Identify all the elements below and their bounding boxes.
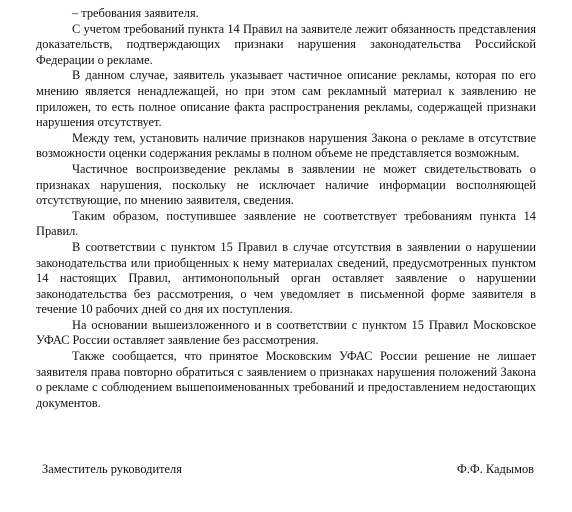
paragraph-impossible-assessment: Между тем, установить наличие признаков нарушения Закона о рекламе в отсутствие возможности оценки содержания рекламы в полном объеме не представляется возможным. [36, 130, 536, 161]
paragraph-partial-reproduction: Частичное воспроизведение рекламы в заявлении не может свидетельствовать о признаках нарушения, поскольку не исключает наличие информации восполняющей отсутствующие, по мнению заявителя, сведения. [36, 161, 536, 208]
signatory-position: Заместитель руководителя [42, 462, 182, 476]
document-body [36, 6, 536, 411]
signature-block [42, 461, 534, 477]
paragraph-requirements: – требования заявителя. [72, 6, 199, 20]
signatory-name: Ф.Ф. Кадымов [457, 462, 534, 476]
paragraph-notice: Также сообщается, что принятое Московским УФАС России решение не лишает заявителя права повторно обратиться с заявлением о признаках нарушения положений Закона о рекламе с соблюдением вышепоименованных требований и предоставлением недостающих документов. [36, 349, 536, 410]
paragraph-conclusion: Таким образом, поступившее заявление не соответствует требованиям пункта 14 Правил. [36, 208, 536, 239]
paragraph-decision: На основании вышеизложенного и в соответствии с пунктом 15 Правил Московское УФАС России оставляет заявление без рассмотрения. [36, 317, 536, 348]
paragraph-rule-15: В соответствии с пунктом 15 Правил в случае отсутствия в заявлении о нарушении законодательства или приобщенных к нему материалах сведений, предусмотренных пунктом 14 настоящих Правил, антимонопольный орган оставляет заявление о нарушении законодательства без рассмотрения, о чем уведомляет в письменной форме заявителя в течение 10 рабочих дней со дня их поступления. [36, 239, 536, 317]
paragraph-partial-description: В данном случае, заявитель указывает частичное описание рекламы, которая по его мнению является ненадлежащей, но при этом сам рекламный материал к заявлению не приложен, то есть полное описание факта распространения рекламы, содержащей признаки нарушения отсутствует. [36, 68, 536, 130]
paragraph-obligation: С учетом требований пункта 14 Правил на заявителе лежит обязанность представления доказательств, подтверждающих признаки нарушения законодательства Российской Федерации о рекламе. [36, 21, 536, 67]
